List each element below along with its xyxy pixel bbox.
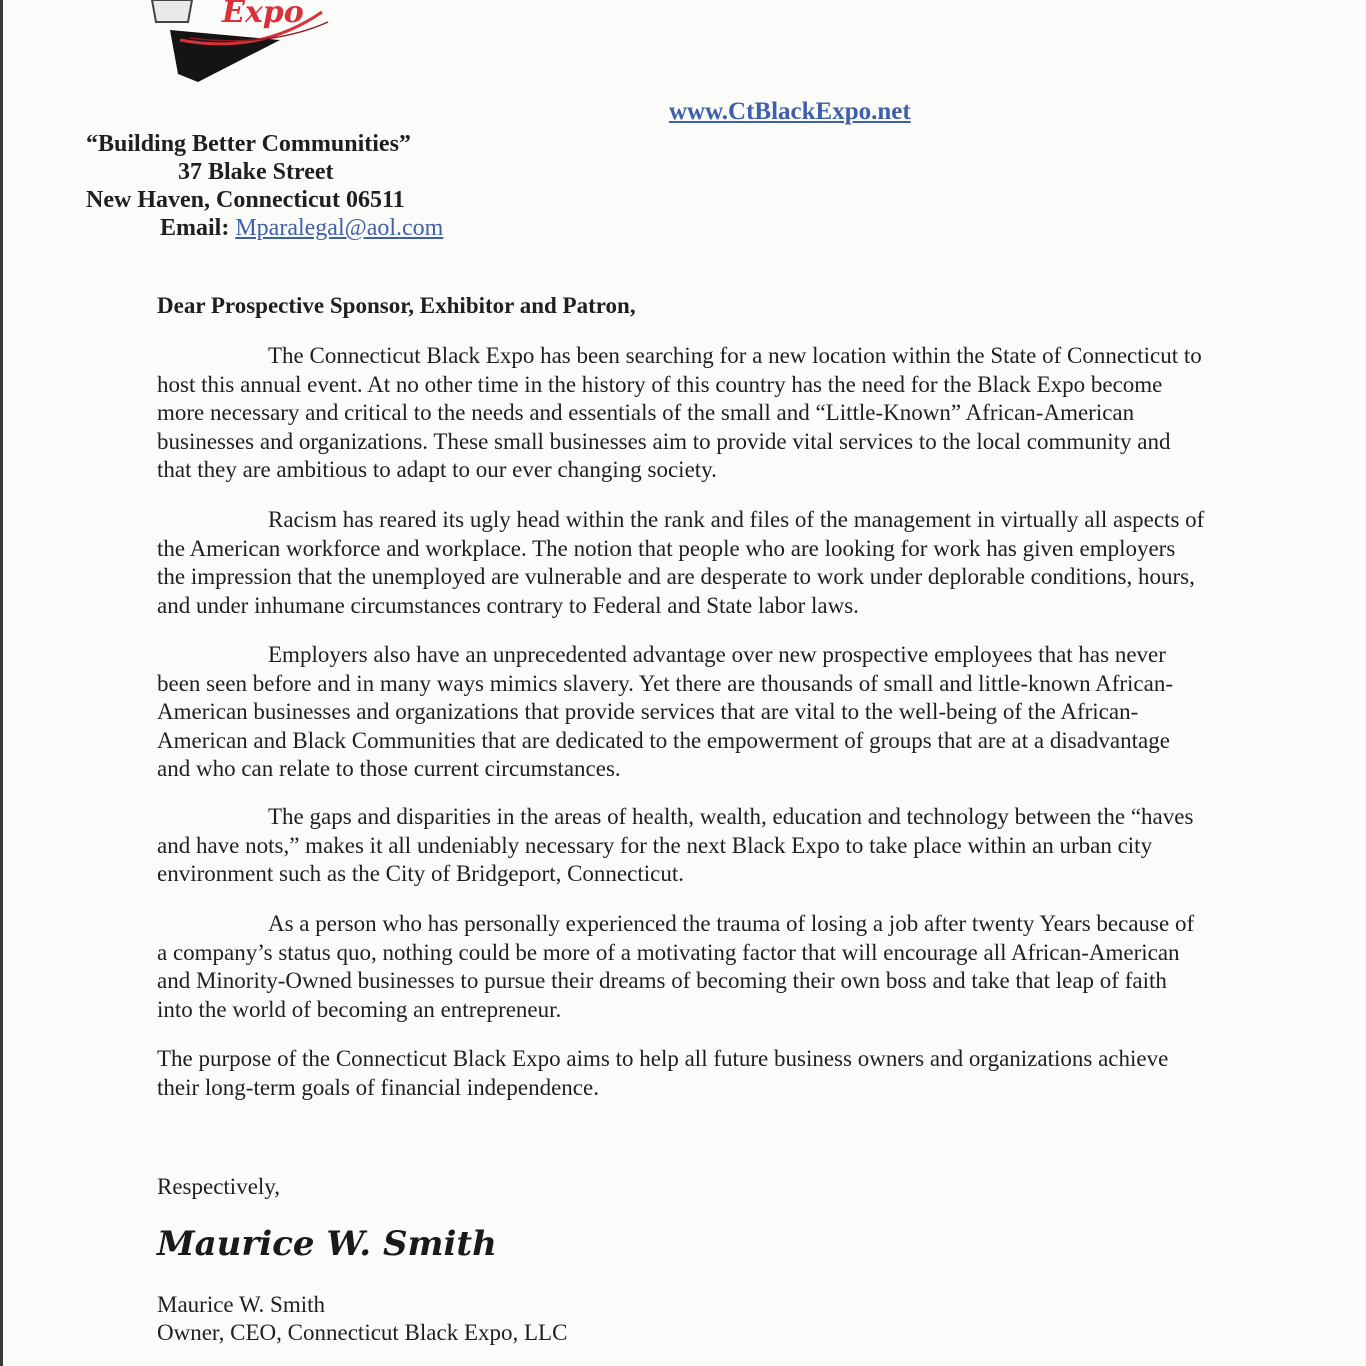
svg-text:Expo: Expo (222, 0, 304, 30)
black-expo-logo (150, 0, 335, 85)
city-state-zip: New Haven, Connecticut 06511 (86, 187, 405, 213)
email-label: Email: (160, 215, 230, 241)
salutation: Dear Prospective Sponsor, Exhibitor and Patron, (157, 293, 636, 318)
paragraph-2: Racism has reared its ugly head within the rank and files of the management in virtually all aspects of the American workforce and workplace. The notion that people who are looking for work has given employers the impression that the unemployed are vulnerable and are desperate to work under deplorable conditions, hours, and under inhumane circumstances contrary to Federal and State labor laws. (157, 507, 1205, 618)
page-edge (0, 0, 3, 1366)
signer-title: Owner, CEO, Connecticut Black Expo, LLC (157, 1320, 568, 1345)
paragraph-4: The gaps and disparities in the areas of health, wealth, education and technology between the “haves and have nots,” makes it all undeniably necessary for the next Black Expo to take place within an urban city environment such as the City of Bridgeport, Connecticut. (157, 804, 1194, 886)
paragraph-3: Employers also have an unprecedented advantage over new prospective employees that has never been seen before and in many ways mimics slavery. Yet there are thousands of small and little-known African-American businesses and organizations that provide services that are vital to the well-being of the African-American and Black Communities that are dedicated to the empowerment of groups that are at a disadvantage and who can relate to those current circumstances. (157, 642, 1173, 781)
signature: Maurice W. Smith (157, 1224, 497, 1264)
slogan: “Building Better Communities” (86, 131, 411, 157)
street-address: 37 Blake Street (178, 159, 334, 185)
paragraph-6: The purpose of the Connecticut Black Expo aims to help all future business owners and organizations achieve their long-term goals of financial independence. (157, 1046, 1169, 1100)
paragraph-5: As a person who has personally experienced the trauma of losing a job after twenty Years because of a company’s status quo, nothing could be more of a motivating factor that will encourage all African-American and Minority-Owned businesses to pursue their dreams of becoming their own boss and take that leap of faith into the world of becoming an entrepreneur. (157, 911, 1195, 1022)
website-link[interactable]: www.CtBlackExpo.net (669, 98, 911, 125)
closing: Respectively, (157, 1174, 281, 1199)
email-link[interactable]: Mparalegal@aol.com (235, 215, 444, 241)
paragraph-1: The Connecticut Black Expo has been searching for a new location within the State of Connecticut to host this annual event. At no other time in the history of this country has the need for the Black Expo become more necessary and critical to the needs and essentials of the small and “Little-Known” African-American businesses and organizations. These small businesses aim to provide vital services to the local community and that they are ambitious to adapt to our ever changing society. (157, 343, 1202, 482)
email-line (160, 214, 443, 242)
signer-name: Maurice W. Smith (157, 1292, 326, 1317)
